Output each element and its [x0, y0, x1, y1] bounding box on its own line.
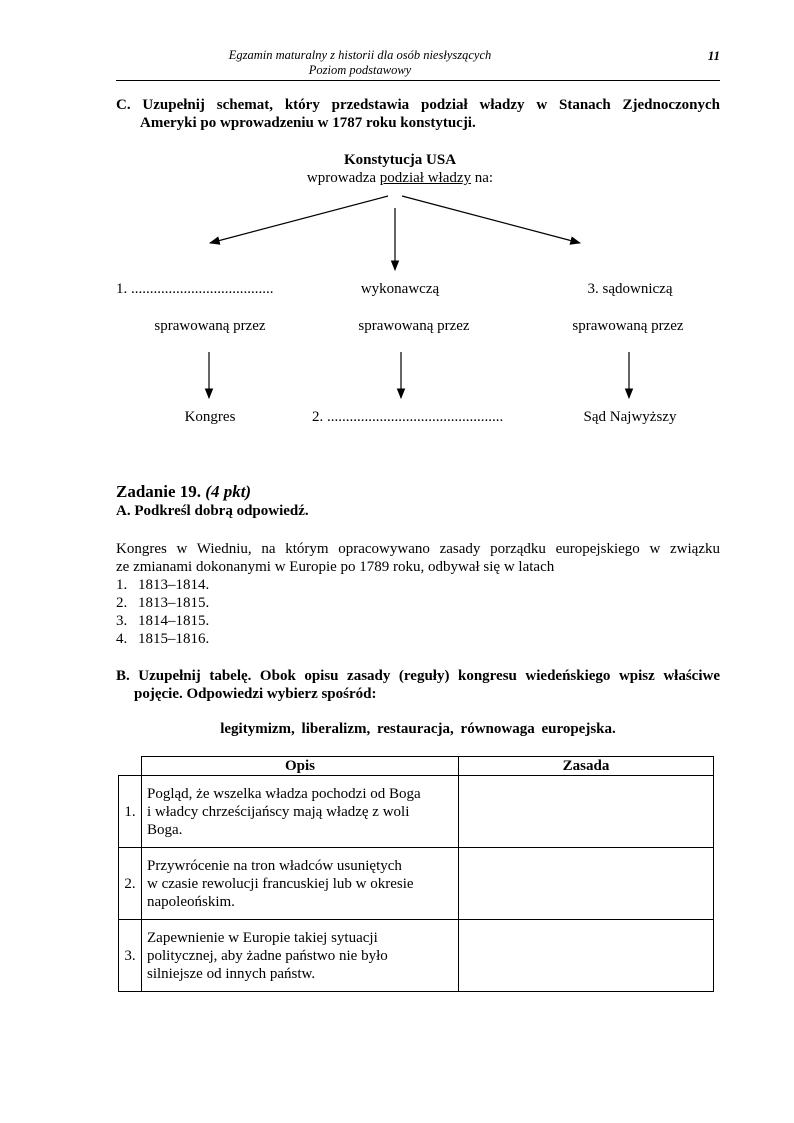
table-row: [119, 776, 714, 848]
principles-table: [118, 756, 714, 992]
task19-title: [116, 482, 251, 502]
task19-title-label: Zadanie 19.: [116, 482, 202, 501]
branch-judicial: 3. sądowniczą: [587, 281, 673, 297]
option-2-text: 1813–1815.: [138, 595, 210, 611]
row-3-line3: silniejsze od innych państw.: [147, 965, 316, 982]
task19-question-line2: ze zmianami dokonanymi w Europie po 1789 roku, odbywał się w latach: [116, 559, 555, 575]
task19-part-b-instruction: [116, 667, 720, 703]
branch-legislative-by: sprawowaną przez: [154, 318, 266, 334]
task19-question: [116, 540, 720, 576]
header-exam-title: Egzamin maturalny z historii dla osób niesłyszących: [228, 48, 492, 62]
table-row: [119, 920, 714, 992]
option-1-text: 1813–1814.: [138, 577, 210, 593]
row-3-answer-cell[interactable]: [459, 920, 714, 992]
table-row: [119, 848, 714, 920]
table-corner: [119, 757, 142, 776]
row-1-line2: i władcy chrześcijańscy mają władzę z woli: [147, 803, 410, 820]
option-1-number: 1.: [116, 577, 128, 593]
option-3-text: 1814–1815.: [138, 613, 210, 629]
table-header-zasada: Zasada: [459, 757, 714, 776]
branch-executive: wykonawczą: [360, 281, 440, 297]
option-3[interactable]: [116, 612, 209, 630]
table-header-row: [119, 757, 714, 776]
diagram-subtitle-underlined: podział władzy: [379, 170, 472, 186]
page-number: 11: [707, 48, 720, 63]
diagram-subtitle-before: wprowadza: [306, 170, 380, 186]
row-2-line3: napoleońskim.: [147, 893, 235, 910]
branch-executive-by: sprawowaną przez: [358, 318, 470, 334]
row-1-answer-cell[interactable]: [459, 776, 714, 848]
row-3-line1: Zapewnienie w Europie takiej sytuacji: [147, 929, 378, 946]
option-2-number: 2.: [116, 595, 128, 611]
option-4[interactable]: [116, 630, 209, 648]
arrow-to-judicial: [402, 196, 580, 243]
option-3-number: 3.: [116, 613, 128, 629]
option-4-number: 4.: [116, 631, 128, 647]
task19-points: (4 pkt): [205, 482, 252, 501]
task19-options: [116, 576, 209, 648]
row-2-line1: Przywrócenie na tron władców usuniętych: [147, 857, 402, 874]
row-2-number: 2.: [119, 848, 142, 920]
task19-choices: legitymizm, liberalizm, restauracja, równowaga europejska.: [220, 721, 616, 737]
branch-judicial-by: sprawowaną przez: [572, 318, 684, 334]
arrow-to-legislative: [210, 196, 388, 243]
row-1-line3: Boga.: [147, 821, 183, 838]
task19-question-line1: Kongres w Wiedniu, na którym opracowywano zasady porządku europejskiego w związku: [116, 541, 720, 557]
row-2-line2: w czasie rewolucji francuskiej lub w okresie: [147, 875, 414, 892]
row-1-description: [142, 776, 459, 848]
section-c-instruction-line2: Ameryki po wprowadzeniu w 1787 roku konstytucji.: [140, 115, 476, 131]
option-1[interactable]: [116, 576, 209, 594]
table-header-opis: Opis: [142, 757, 459, 776]
row-3-number: 3.: [119, 920, 142, 992]
row-3-description: [142, 920, 459, 992]
header-level: Poziom podstawowy: [308, 63, 412, 77]
branch-legislative-blank[interactable]: 1. ......................................: [116, 281, 274, 297]
section-c-instruction-line1: C. Uzupełnij schemat, który przedstawia podział władzy w Stanach Zjednoczonych: [116, 97, 720, 113]
diagram-subtitle-after: na:: [471, 170, 494, 186]
row-2-answer-cell[interactable]: [459, 848, 714, 920]
option-4-text: 1815–1816.: [138, 631, 210, 647]
organ-congress: Kongres: [184, 409, 236, 425]
task19-part-a-instruction: A. Podkreśl dobrą odpowiedź.: [116, 503, 309, 519]
diagram-title: Konstytucja USA: [343, 152, 457, 168]
task19-part-b-line2: pojęcie. Odpowiedzi wybierz spośród:: [134, 686, 377, 702]
task19-part-b-line1: B. Uzupełnij tabelę. Obok opisu zasady (reguły) kongresu wiedeńskiego wpisz właściwe: [116, 668, 720, 684]
organ-executive-blank[interactable]: 2. ...............................................: [312, 409, 504, 425]
row-2-description: [142, 848, 459, 920]
row-1-line1: Pogląd, że wszelka władza pochodzi od Boga: [147, 785, 421, 802]
organ-supreme-court: Sąd Najwyższy: [583, 409, 677, 425]
row-3-line2: politycznej, aby żadne państwo nie było: [147, 947, 388, 964]
row-1-number: 1.: [119, 776, 142, 848]
option-2[interactable]: [116, 594, 209, 612]
